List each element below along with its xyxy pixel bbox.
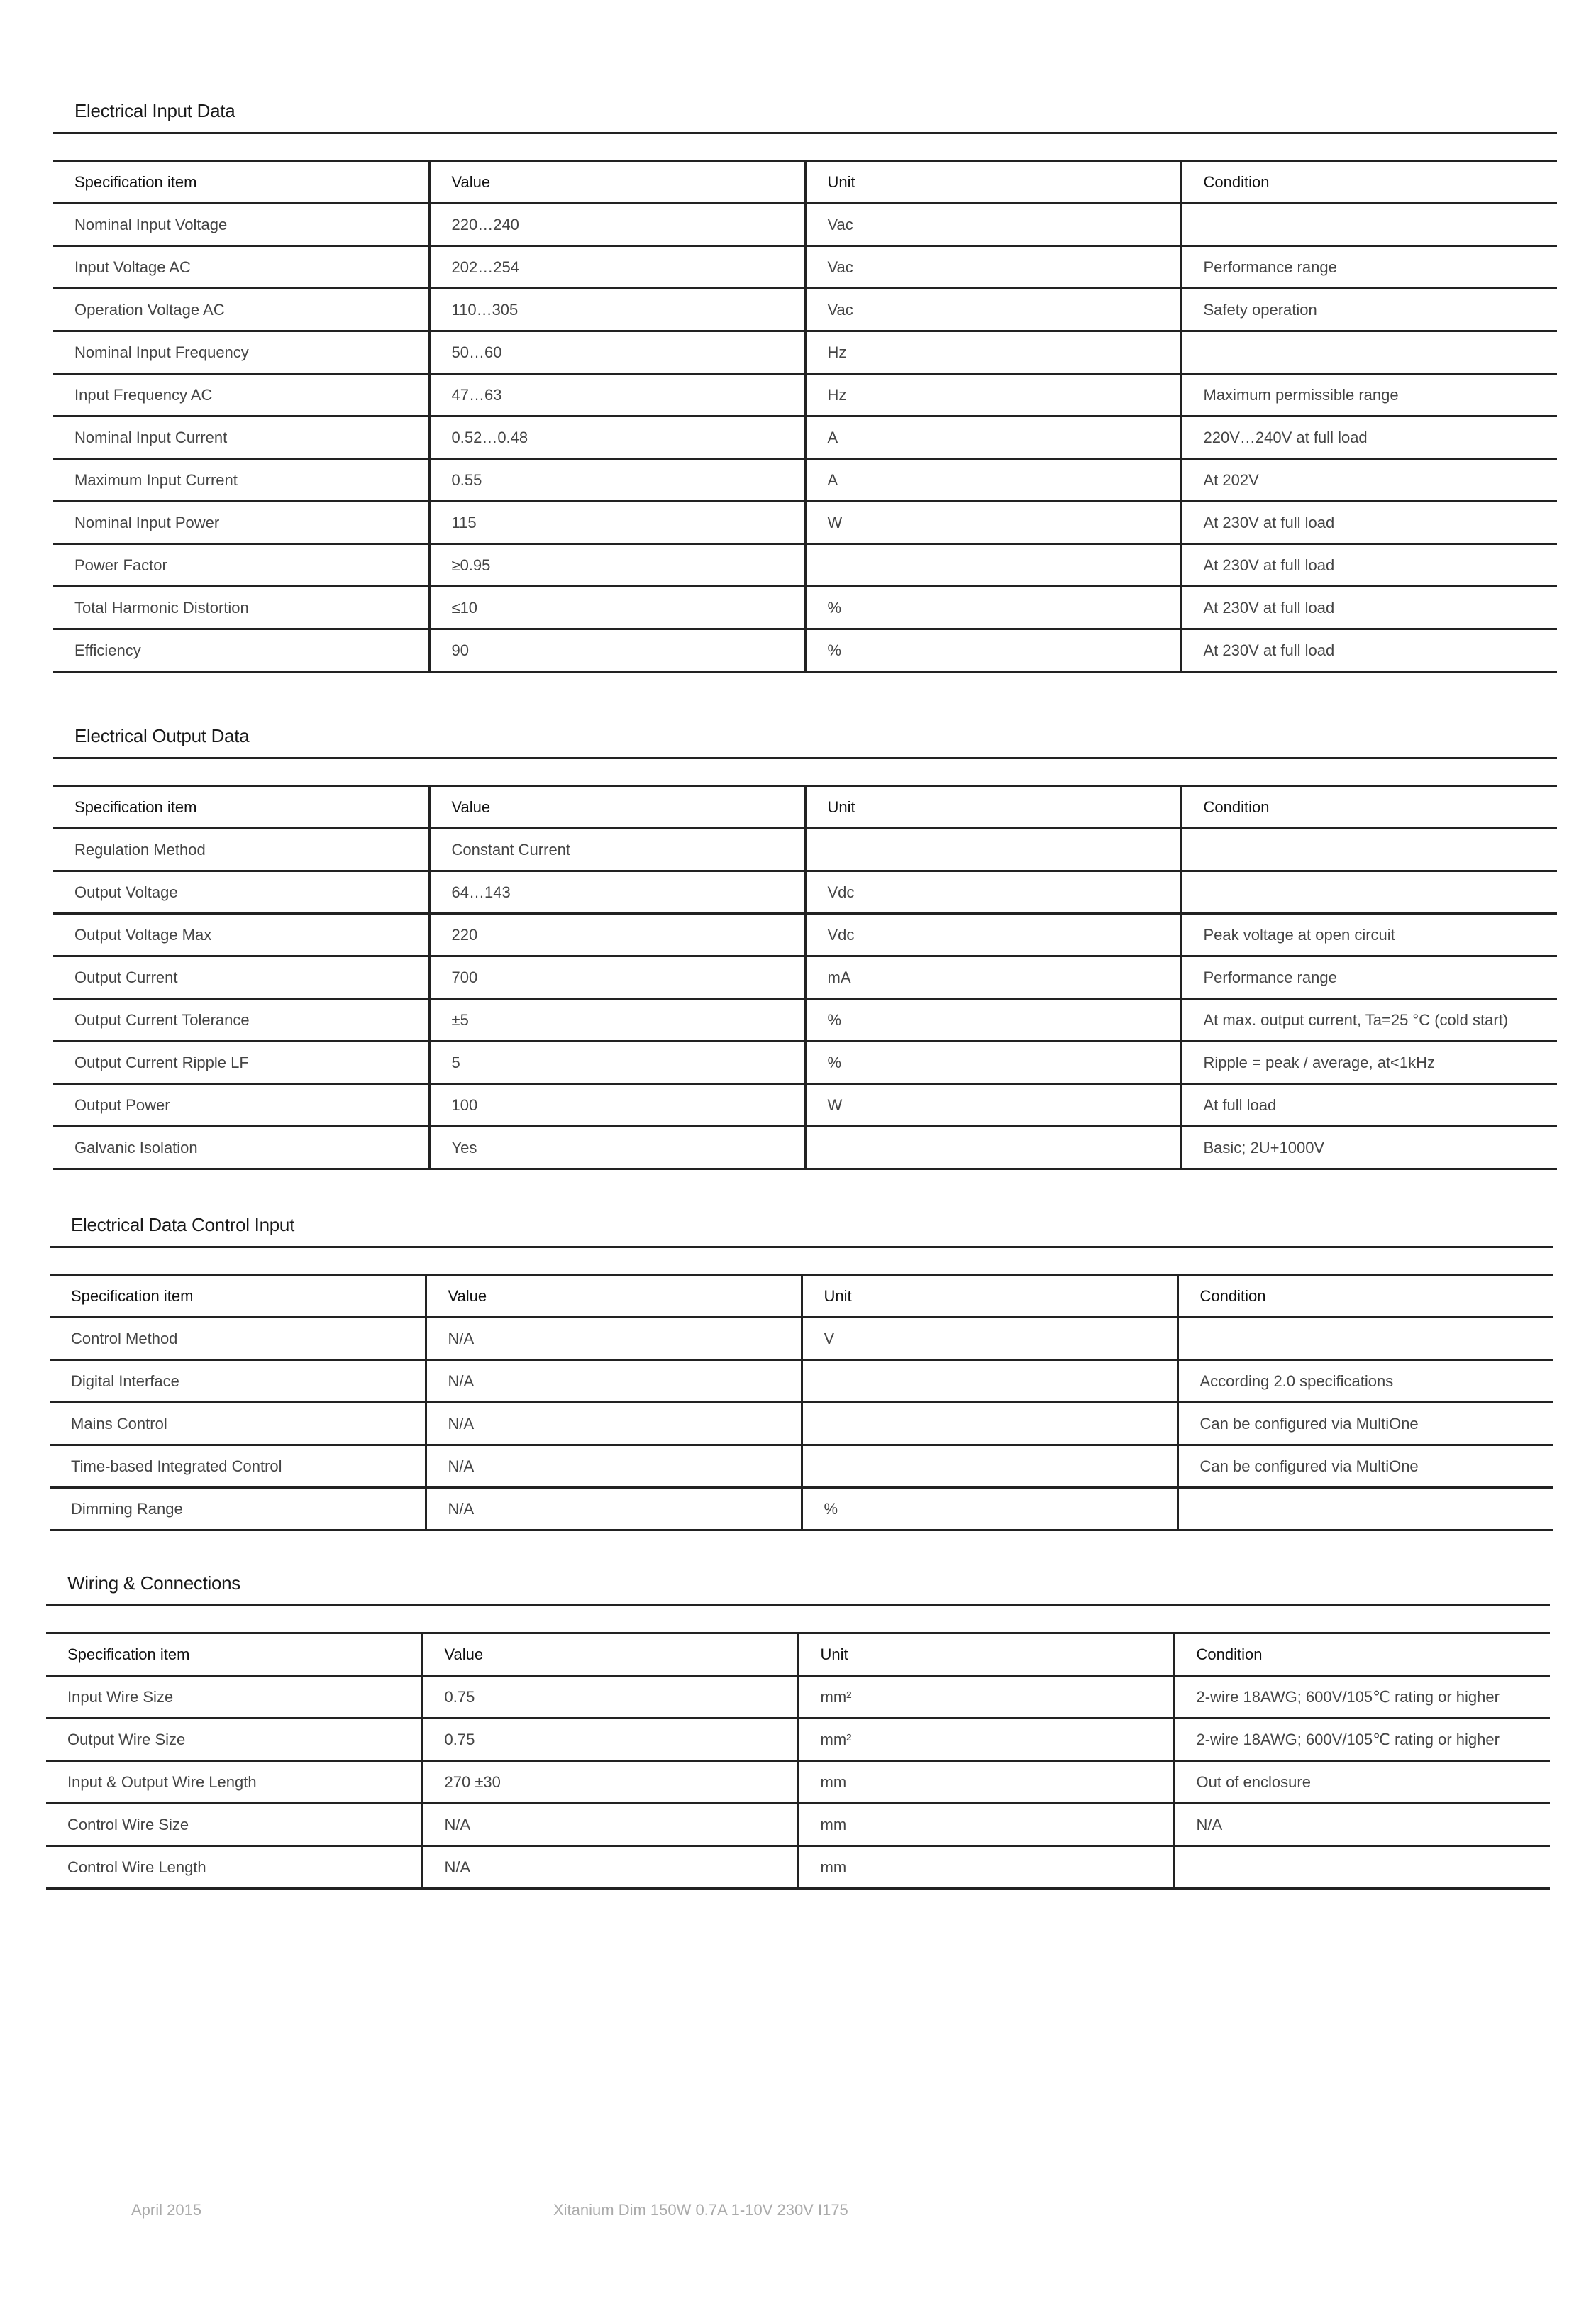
table-cell — [1181, 331, 1557, 374]
table-cell: % — [805, 587, 1181, 629]
table-cell: 0.75 — [422, 1676, 798, 1719]
table-cell: mA — [805, 956, 1181, 999]
table-row — [53, 914, 1557, 956]
table-cell: N/A — [426, 1403, 802, 1445]
table-cell: At 202V — [1181, 459, 1557, 502]
table-cell: % — [805, 999, 1181, 1042]
table-cell: N/A — [1174, 1804, 1550, 1846]
table-header-row — [46, 1633, 1550, 1676]
table-cell: Vac — [805, 289, 1181, 331]
table-cell: Peak voltage at open circuit — [1181, 914, 1557, 956]
table-cell: % — [805, 629, 1181, 672]
table-cell: N/A — [426, 1488, 802, 1530]
table-cell: Control Method — [50, 1318, 426, 1360]
table-cell: 700 — [429, 956, 805, 999]
table-cell: mm² — [798, 1676, 1174, 1719]
table-cell: Input & Output Wire Length — [46, 1761, 422, 1804]
table-row — [53, 459, 1557, 502]
table-cell: Nominal Input Frequency — [53, 331, 429, 374]
column-header: Specification item — [53, 786, 429, 829]
column-header: Value — [429, 161, 805, 204]
column-header: Value — [422, 1633, 798, 1676]
table-cell: Control Wire Size — [46, 1804, 422, 1846]
table-cell: A — [805, 416, 1181, 459]
table-cell: mm — [798, 1761, 1174, 1804]
table-cell: Operation Voltage AC — [53, 289, 429, 331]
table-cell: Ripple = peak / average, at<1kHz — [1181, 1042, 1557, 1084]
table-row — [53, 587, 1557, 629]
table-cell: Efficiency — [53, 629, 429, 672]
table-cell: % — [802, 1488, 1177, 1530]
column-header: Condition — [1181, 786, 1557, 829]
table-cell: Output Current — [53, 956, 429, 999]
table-cell: Constant Current — [429, 829, 805, 871]
section-electrical-output — [53, 723, 1557, 1170]
table-cell: Hz — [805, 331, 1181, 374]
table-row — [53, 544, 1557, 587]
table-cell: At 230V at full load — [1181, 502, 1557, 544]
table-cell: N/A — [426, 1360, 802, 1403]
table-cell: N/A — [426, 1445, 802, 1488]
table-row — [46, 1761, 1550, 1804]
table-cell: Galvanic Isolation — [53, 1127, 429, 1169]
table-cell: Safety operation — [1181, 289, 1557, 331]
table-cell: N/A — [422, 1846, 798, 1889]
column-header: Condition — [1177, 1275, 1553, 1318]
table-cell: Vdc — [805, 871, 1181, 914]
table-cell: 220…240 — [429, 204, 805, 246]
table-cell: 100 — [429, 1084, 805, 1127]
table-cell: At 230V at full load — [1181, 629, 1557, 672]
table-cell: Hz — [805, 374, 1181, 416]
table-cell: Input Frequency AC — [53, 374, 429, 416]
table-cell: 0.55 — [429, 459, 805, 502]
table-cell: At full load — [1181, 1084, 1557, 1127]
table-cell: Out of enclosure — [1174, 1761, 1550, 1804]
table-cell: N/A — [422, 1804, 798, 1846]
table-header-row — [53, 161, 1557, 204]
table-row — [53, 1042, 1557, 1084]
table-cell: Nominal Input Current — [53, 416, 429, 459]
table-row — [50, 1360, 1553, 1403]
spec-table — [50, 1274, 1553, 1531]
table-cell — [805, 544, 1181, 587]
table-cell: 220V…240V at full load — [1181, 416, 1557, 459]
table-cell: According 2.0 specifications — [1177, 1360, 1553, 1403]
table-cell: Performance range — [1181, 246, 1557, 289]
table-cell — [1174, 1846, 1550, 1889]
footer-product-name: Xitanium Dim 150W 0.7A 1-10V 230V I175 — [553, 2201, 848, 2219]
table-row — [53, 1127, 1557, 1169]
table-row — [53, 999, 1557, 1042]
table-cell: ≤10 — [429, 587, 805, 629]
table-row — [50, 1488, 1553, 1530]
table-cell: ≥0.95 — [429, 544, 805, 587]
section-title-rule — [50, 1246, 1553, 1248]
table-cell: 0.52…0.48 — [429, 416, 805, 459]
table-row — [53, 289, 1557, 331]
section-title-rule — [46, 1604, 1550, 1606]
table-row — [53, 204, 1557, 246]
table-row — [46, 1676, 1550, 1719]
column-header: Unit — [798, 1633, 1174, 1676]
table-cell: W — [805, 502, 1181, 544]
column-header: Specification item — [46, 1633, 422, 1676]
table-cell: Time-based Integrated Control — [50, 1445, 426, 1488]
table-cell: At 230V at full load — [1181, 587, 1557, 629]
table-cell: 0.75 — [422, 1719, 798, 1761]
section-title-rule — [53, 132, 1557, 134]
table-cell: Control Wire Length — [46, 1846, 422, 1889]
table-row — [53, 502, 1557, 544]
column-header: Condition — [1174, 1633, 1550, 1676]
table-cell: Output Current Ripple LF — [53, 1042, 429, 1084]
table-cell: Input Voltage AC — [53, 246, 429, 289]
footer-date: April 2015 — [131, 2201, 202, 2219]
table-cell: Output Wire Size — [46, 1719, 422, 1761]
section-title: Electrical Output Data — [74, 725, 250, 746]
section-title: Electrical Input Data — [74, 100, 235, 121]
spec-table — [53, 160, 1557, 673]
table-cell: % — [805, 1042, 1181, 1084]
table-cell: 220 — [429, 914, 805, 956]
table-cell — [805, 1127, 1181, 1169]
table-cell: Dimming Range — [50, 1488, 426, 1530]
table-cell: W — [805, 1084, 1181, 1127]
table-cell: V — [802, 1318, 1177, 1360]
table-row — [53, 629, 1557, 672]
section-title: Wiring & Connections — [67, 1572, 240, 1594]
table-cell: mm — [798, 1846, 1174, 1889]
table-row — [46, 1846, 1550, 1889]
table-cell: Can be configured via MultiOne — [1177, 1403, 1553, 1445]
table-cell: Vac — [805, 246, 1181, 289]
table-cell: Regulation Method — [53, 829, 429, 871]
table-cell: Output Power — [53, 1084, 429, 1127]
table-cell — [802, 1403, 1177, 1445]
table-cell: 47…63 — [429, 374, 805, 416]
table-cell: 270 ±30 — [422, 1761, 798, 1804]
table-row — [53, 416, 1557, 459]
table-cell: ±5 — [429, 999, 805, 1042]
table-cell — [802, 1360, 1177, 1403]
table-cell: Performance range — [1181, 956, 1557, 999]
table-cell: 50…60 — [429, 331, 805, 374]
table-row — [53, 246, 1557, 289]
table-cell: Nominal Input Power — [53, 502, 429, 544]
table-cell: 2-wire 18AWG; 600V/105℃ rating or higher — [1174, 1676, 1550, 1719]
table-cell: 2-wire 18AWG; 600V/105℃ rating or higher — [1174, 1719, 1550, 1761]
table-cell: At max. output current, Ta=25 °C (cold start) — [1181, 999, 1557, 1042]
table-row — [46, 1804, 1550, 1846]
table-row — [53, 1084, 1557, 1127]
table-cell: 110…305 — [429, 289, 805, 331]
table-cell — [1181, 829, 1557, 871]
table-cell: Can be configured via MultiOne — [1177, 1445, 1553, 1488]
table-cell: Maximum Input Current — [53, 459, 429, 502]
table-row — [53, 871, 1557, 914]
table-cell: Vac — [805, 204, 1181, 246]
table-row — [53, 331, 1557, 374]
table-header-row — [53, 786, 1557, 829]
table-row — [53, 374, 1557, 416]
table-cell — [1181, 871, 1557, 914]
spec-table — [53, 785, 1557, 1170]
column-header: Unit — [802, 1275, 1177, 1318]
spec-table — [46, 1632, 1550, 1890]
table-cell: Output Voltage — [53, 871, 429, 914]
section-control-input — [50, 1212, 1553, 1531]
section-title: Electrical Data Control Input — [71, 1214, 295, 1235]
table-row — [53, 829, 1557, 871]
table-cell: A — [805, 459, 1181, 502]
table-cell: Yes — [429, 1127, 805, 1169]
column-header: Condition — [1181, 161, 1557, 204]
table-row — [50, 1403, 1553, 1445]
table-row — [50, 1318, 1553, 1360]
table-cell: Digital Interface — [50, 1360, 426, 1403]
column-header: Value — [426, 1275, 802, 1318]
table-cell: 90 — [429, 629, 805, 672]
table-cell — [802, 1445, 1177, 1488]
column-header: Specification item — [50, 1275, 426, 1318]
table-cell: 64…143 — [429, 871, 805, 914]
table-cell: mm — [798, 1804, 1174, 1846]
table-cell: N/A — [426, 1318, 802, 1360]
table-cell: Input Wire Size — [46, 1676, 422, 1719]
table-cell: 5 — [429, 1042, 805, 1084]
section-electrical-input — [53, 98, 1557, 673]
table-cell: Output Current Tolerance — [53, 999, 429, 1042]
table-row — [46, 1719, 1550, 1761]
table-cell: 115 — [429, 502, 805, 544]
table-cell: Basic; 2U+1000V — [1181, 1127, 1557, 1169]
table-cell: Vdc — [805, 914, 1181, 956]
table-cell: Total Harmonic Distortion — [53, 587, 429, 629]
column-header: Value — [429, 786, 805, 829]
table-cell — [1177, 1488, 1553, 1530]
table-cell: 202…254 — [429, 246, 805, 289]
table-row — [53, 956, 1557, 999]
table-cell — [1181, 204, 1557, 246]
table-header-row — [50, 1275, 1553, 1318]
table-cell: Power Factor — [53, 544, 429, 587]
column-header: Specification item — [53, 161, 429, 204]
table-cell: Mains Control — [50, 1403, 426, 1445]
table-row — [50, 1445, 1553, 1488]
section-wiring-connections — [46, 1570, 1550, 1890]
table-cell: Nominal Input Voltage — [53, 204, 429, 246]
column-header: Unit — [805, 161, 1181, 204]
table-cell: At 230V at full load — [1181, 544, 1557, 587]
table-cell: mm² — [798, 1719, 1174, 1761]
section-title-rule — [53, 757, 1557, 759]
table-cell: Maximum permissible range — [1181, 374, 1557, 416]
table-cell — [1177, 1318, 1553, 1360]
table-cell — [805, 829, 1181, 871]
table-cell: Output Voltage Max — [53, 914, 429, 956]
column-header: Unit — [805, 786, 1181, 829]
